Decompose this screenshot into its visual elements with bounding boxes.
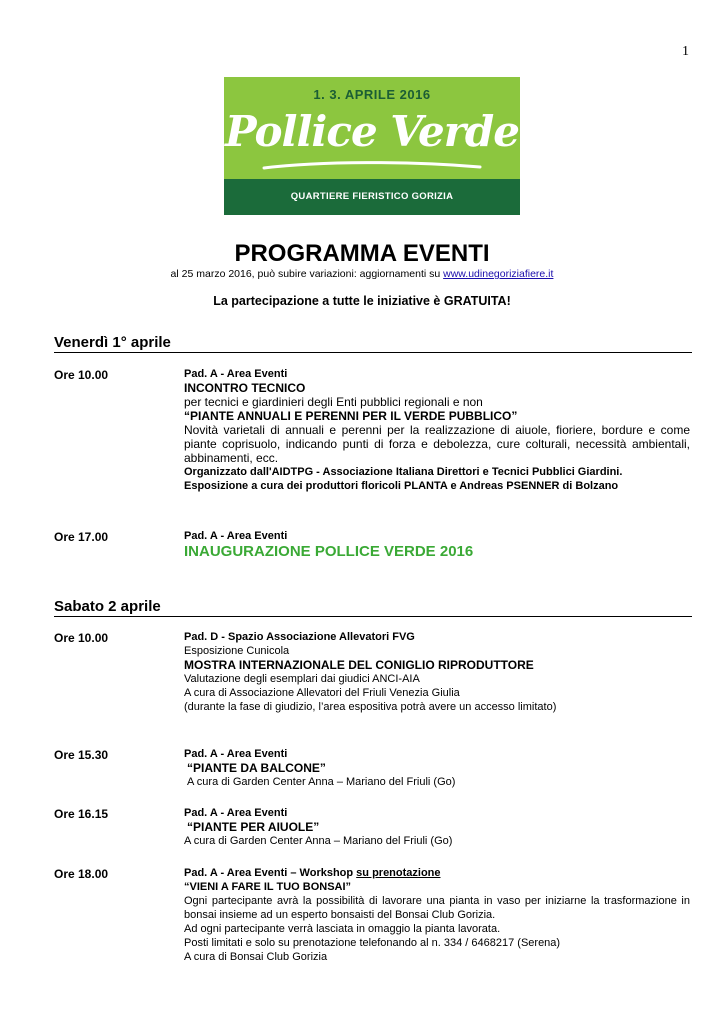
subtitle-text: al 25 marzo 2016, può subire variazioni: aggiornamenti su bbox=[170, 268, 444, 280]
logo-dates: 1. 3. APRILE 2016 bbox=[313, 87, 431, 102]
event-location-text: Pad. A - Area Eventi – Workshop bbox=[184, 867, 357, 879]
event-time: Ore 17.00 bbox=[54, 530, 109, 544]
day-heading-friday: Venerdì 1° aprile bbox=[54, 334, 692, 353]
event-audience: per tecnici e giardinieri degli Enti pubblici regionali e non bbox=[184, 395, 483, 409]
event-location bbox=[184, 866, 690, 880]
event-kind: INCONTRO TECNICO bbox=[184, 381, 306, 395]
event-time: Ore 18.00 bbox=[54, 867, 109, 881]
event-title: “PIANTE ANNUALI E PERENNI PER IL VERDE PUBBLICO” bbox=[184, 409, 518, 423]
free-participation-note: La partecipazione a tutte le iniziative è GRATUITA! bbox=[213, 294, 511, 308]
event-time: Ore 10.00 bbox=[54, 631, 109, 645]
day-heading-saturday: Sabato 2 aprile bbox=[54, 598, 692, 617]
page-number: 1 bbox=[682, 44, 689, 59]
event-location: Pad. A - Area Eventi bbox=[184, 368, 288, 380]
event-exhibitor: Esposizione a cura dei produttori floricoli PLANTA e Andreas PSENNER di Bolzano bbox=[184, 480, 619, 492]
event-organizer: A cura di Bonsai Club Gorizia bbox=[184, 951, 328, 963]
event-organizer: A cura di Associazione Allevatori del Friuli Venezia Giulia bbox=[184, 687, 460, 699]
event-description: Ogni partecipante avrà la possibilità di lavorare una pianta in vaso per iniziarne la trasformazione in bonsai insieme ad un esperto bonsaisti del Bonsai Club Gorizia. bbox=[184, 895, 690, 921]
subtitle bbox=[0, 268, 724, 280]
event-time: Ore 10.00 bbox=[54, 368, 109, 382]
event-title: “PIANTE DA BALCONE” bbox=[187, 761, 326, 775]
event-detail: Ad ogni partecipante verrà lasciata in omaggio la pianta lavorata. bbox=[184, 923, 501, 935]
event-block bbox=[184, 866, 690, 964]
event-organizer: A cura di Garden Center Anna – Mariano del Friuli (Go) bbox=[187, 776, 456, 788]
event-location: Pad. D - Spazio Associazione Allevatori FVG bbox=[184, 631, 415, 643]
event-title: “VIENI A FARE IL TUO BONSAI” bbox=[184, 881, 352, 893]
page-title: PROGRAMMA EVENTI bbox=[234, 240, 490, 267]
event-block bbox=[184, 747, 690, 789]
booking-required-label: su prenotazione bbox=[356, 867, 441, 879]
event-block bbox=[184, 367, 690, 493]
event-time: Ore 15.30 bbox=[54, 748, 109, 762]
event-category: Esposizione Cunicola bbox=[184, 645, 290, 657]
event-title: MOSTRA INTERNAZIONALE DEL CONIGLIO RIPRODUTTORE bbox=[184, 658, 534, 672]
logo-brand: Pollice Verde bbox=[225, 107, 519, 156]
event-description: Novità varietali di annuali e perenni per la realizzazione di aiuole, fioriere, bordure e come piante coprisuolo, indicando punti di forza e debolezza, cure colturali, necessità ambientali, abbinamenti, ecc. bbox=[184, 423, 690, 465]
pollice-verde-logo bbox=[224, 77, 520, 215]
event-block bbox=[184, 630, 690, 714]
event-block bbox=[184, 806, 690, 848]
website-link[interactable]: www.udinegoriziafiere.it bbox=[443, 268, 554, 280]
event-location: Pad. A - Area Eventi bbox=[184, 807, 288, 819]
event-detail: Valutazione degli esemplari dai giudici ANCI-AIA bbox=[184, 673, 420, 685]
event-location: Pad. A - Area Eventi bbox=[184, 530, 288, 542]
event-organizer: Organizzato dall'AIDTPG - Associazione Italiana Direttori e Tecnici Pubblici Giardini. bbox=[184, 466, 623, 478]
event-organizer: A cura di Garden Center Anna – Mariano del Friuli (Go) bbox=[184, 835, 453, 847]
event-location: Pad. A - Area Eventi bbox=[184, 748, 288, 760]
event-time: Ore 16.15 bbox=[54, 807, 109, 821]
event-block bbox=[184, 529, 690, 561]
event-booking: Posti limitati e solo su prenotazione telefonando al n. 334 / 6468217 (Serena) bbox=[184, 937, 561, 949]
logo-swoosh-icon bbox=[260, 159, 484, 173]
event-note: (durante la fase di giudizio, l’area espositiva potrà avere un accesso limitato) bbox=[184, 701, 557, 713]
event-title: “PIANTE PER AIUOLE” bbox=[187, 820, 320, 834]
event-title: INAUGURAZIONE POLLICE VERDE 2016 bbox=[184, 543, 474, 560]
logo-band: QUARTIERE FIERISTICO GORIZIA bbox=[224, 179, 520, 215]
